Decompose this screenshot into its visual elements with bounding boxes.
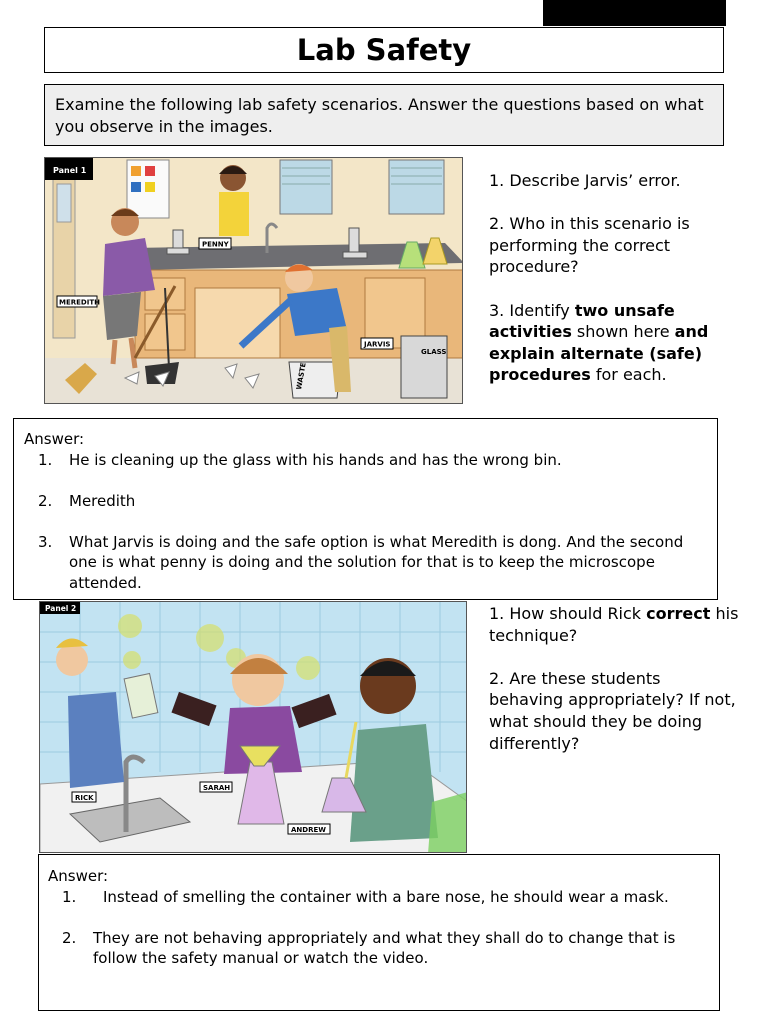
question-1-3: 3. Identify two unsafe activities shown here and explain alternate (safe) procedures for each. bbox=[489, 300, 709, 385]
answer-box-1 bbox=[13, 418, 718, 600]
answer-1-heading: Answer: bbox=[24, 430, 85, 448]
question-1-1: 1. Describe Jarvis’ error. bbox=[489, 171, 681, 190]
question-1-2: 2. Who in this scenario is performing the correct procedure? bbox=[489, 214, 690, 277]
header-black-tab bbox=[543, 0, 726, 26]
answer-2-heading: Answer: bbox=[48, 867, 109, 885]
label-glass: GLASS bbox=[421, 348, 447, 356]
panel-2-illustration bbox=[39, 601, 467, 853]
answer-1-item: 3. What Jarvis is doing and the safe option is what Meredith is dong. And the second one is what penny is doing and the solution for that is to keep the microscope attended. bbox=[38, 532, 684, 592]
label-jarvis: JARVIS bbox=[364, 340, 391, 349]
label-sarah: SARAH bbox=[203, 784, 231, 792]
label-rick: RICK bbox=[75, 794, 94, 802]
question-2-1: 1. How should Rick correct his technique? bbox=[489, 604, 739, 645]
label-waste: WASTE bbox=[295, 361, 308, 391]
answer-2-item: 1. Instead of smelling the container with a bare nose, he should wear a mask. bbox=[62, 887, 669, 906]
question-2-2: 2. Are these students behaving appropriately? If not, what should they be doing differently? bbox=[489, 668, 736, 753]
answer-1-item: 1. He is cleaning up the glass with his hands and has the wrong bin. bbox=[38, 450, 562, 469]
answer-box-2 bbox=[38, 854, 720, 1011]
label-penny: PENNY bbox=[202, 240, 229, 249]
panel-2-badge: Panel 2 bbox=[45, 604, 77, 613]
panel-1-questions bbox=[489, 170, 729, 386]
panel-1-illustration bbox=[44, 157, 463, 404]
panel-1-badge: Panel 1 bbox=[53, 166, 87, 175]
label-meredith: MEREDITH bbox=[59, 298, 100, 307]
answer-1-item: 2. Meredith bbox=[38, 491, 136, 510]
label-andrew: ANDREW bbox=[291, 826, 326, 834]
answer-2-item: 2. They are not behaving appropriately and what they shall do to change that is follow the safety manual or watch the video. bbox=[62, 928, 676, 967]
page-title: Lab Safety bbox=[44, 27, 724, 73]
intro-instructions: Examine the following lab safety scenarios. Answer the questions based on what you observe in the images. bbox=[44, 84, 724, 146]
panel-2-questions bbox=[489, 603, 739, 754]
